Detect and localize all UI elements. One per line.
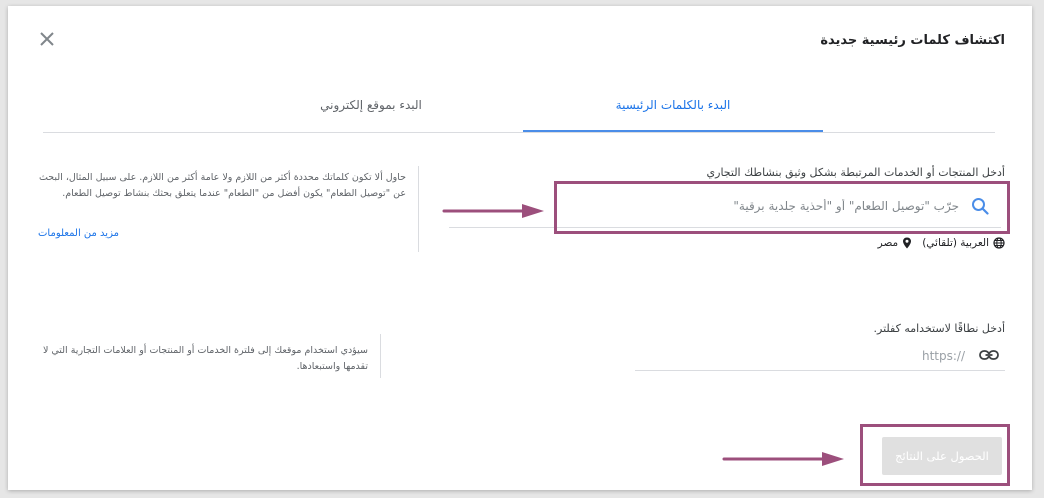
- learn-more-link[interactable]: مزيد من المعلومات: [38, 228, 119, 239]
- url-filter-field[interactable]: [635, 342, 1005, 371]
- arrow-to-button: [722, 451, 846, 467]
- targeting-settings[interactable]: [878, 237, 1005, 249]
- help-divider: [380, 334, 381, 378]
- url-filter-input[interactable]: [643, 345, 967, 367]
- tab-start-with-keywords[interactable]: البدء بالكلمات الرئيسية: [523, 94, 823, 132]
- keyword-discovery-dialog: [8, 6, 1032, 490]
- tab-bar: [43, 94, 995, 133]
- keywords-label: أدخل المنتجات أو الخدمات المرتبطة بشكل وثيق بنشاطك التجاري: [706, 166, 1005, 179]
- button-highlight-box: [860, 424, 1010, 486]
- tab-start-with-website[interactable]: البدء بموقع إلكتروني: [320, 98, 422, 112]
- url-help-text: سيؤدي استخدام موقعك إلى فلترة الخدمات أو المنتجات أو العلامات التجارية التي لا تقدمها واستبعادها.: [42, 345, 368, 372]
- arrow-to-search: [442, 203, 546, 219]
- close-icon[interactable]: [36, 28, 58, 50]
- keywords-help-text: حاول ألا تكون كلماتك محددة أكثر من اللازم ولا عامة أكثر من اللازم. على سبيل المثال، البحث عن "توصيل الطعام" يكون أفضل من "الطعام" عندما يتعلق بحثك بنشاط توصيل الطعام.: [38, 172, 406, 199]
- language-value: العربية (تلقائي): [922, 237, 989, 249]
- get-results-button[interactable]: الحصول على النتائج: [882, 437, 1002, 475]
- help-divider: [418, 166, 419, 252]
- location-value: مصر: [877, 237, 899, 249]
- url-filter-label: أدخل نطاقًا لاستخدامه كفلتر.: [873, 322, 1005, 335]
- dialog-title: اكتشاف كلمات رئيسية جديدة: [820, 33, 1005, 48]
- globe-icon: [993, 237, 1005, 249]
- search-highlight-box: [554, 181, 1010, 234]
- link-icon: [979, 348, 999, 362]
- location-pin-icon: [902, 237, 912, 249]
